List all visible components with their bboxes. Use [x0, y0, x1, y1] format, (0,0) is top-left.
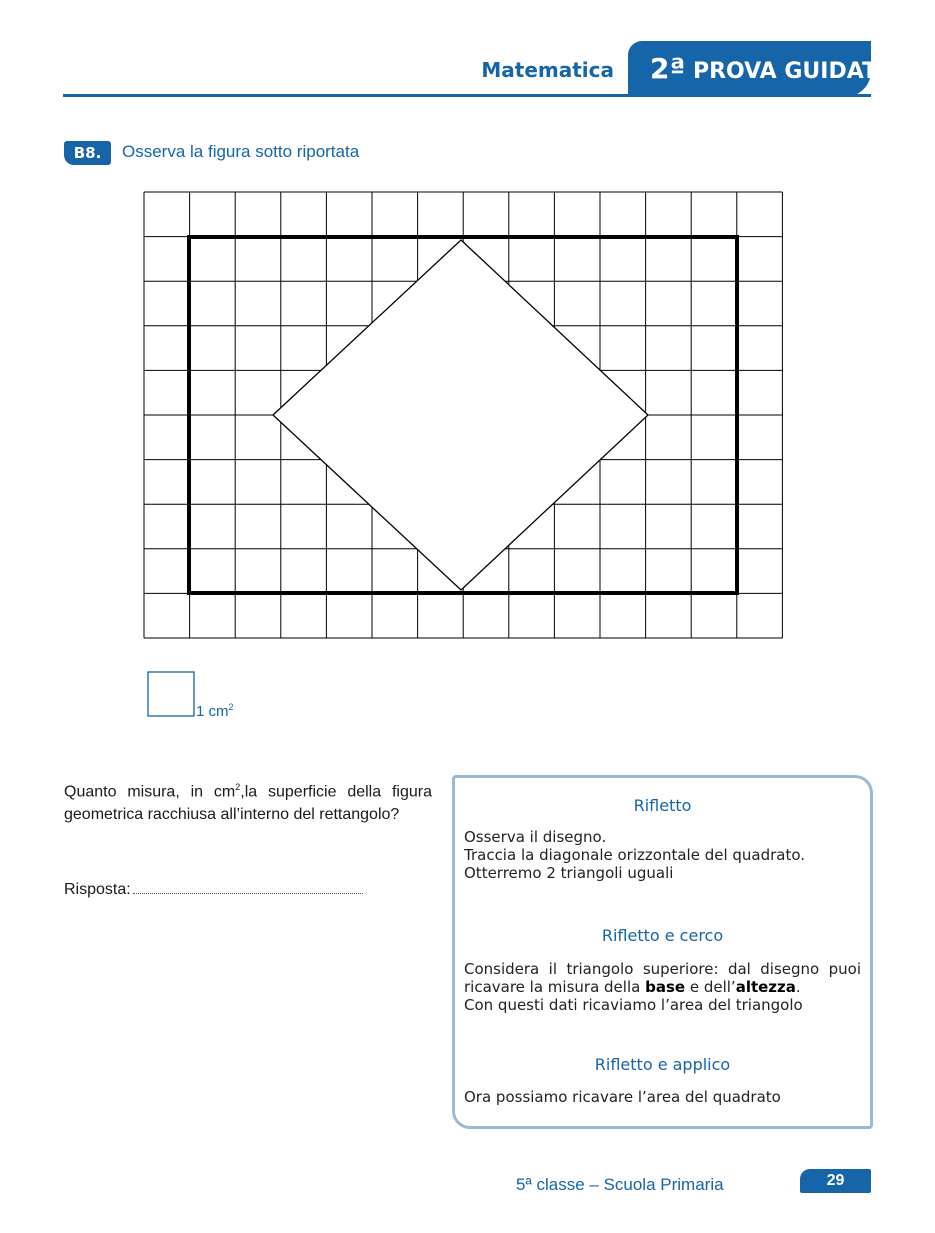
- page-number: 29: [800, 1169, 871, 1193]
- hint-text-rifletto: Osserva il disegno. Traccia la diagonale orizzontale del quadrato. Otterremo 2 triangoli uguali: [464, 828, 806, 882]
- footer-text: 5ª classe – Scuola Primaria: [516, 1175, 724, 1194]
- hint-title-cerco: Rifletto e cerco: [601, 926, 724, 945]
- unit-square: [148, 672, 194, 716]
- tab-title: PROVA GUIDATA: [692, 59, 893, 84]
- hint-title-rifletto: Rifletto: [633, 796, 692, 815]
- tab-number: 2ª: [650, 52, 686, 85]
- question-code-badge: B8.: [64, 141, 111, 165]
- question-text: Quanto misura, in $cm^2,la$ superficie della figura geometrica racchiusa all’interno del rettangolo?: [64, 782, 432, 824]
- subject-title: Matematica: [481, 58, 614, 82]
- hint-text-applico: Ora possiamo ricavare l’area del quadrato: [464, 1088, 781, 1106]
- answer-field: [64, 877, 363, 899]
- question-title: Osserva la figura sotto riportata: [122, 142, 360, 161]
- unit-square-label: 1 $cm^2$: [196, 702, 234, 720]
- inscribed-square: [273, 240, 648, 590]
- answer-label: Risposta:: [64, 881, 131, 898]
- hint-text-cerco: Considera il triangolo superiore: dal disegno puoi ricavare la misura della base e dell’altezza. Con questi dati ricaviamo l’area del triangolo: [464, 960, 861, 1014]
- hint-title-applico: Rifletto e applico: [594, 1055, 731, 1074]
- answer-line[interactable]: [133, 877, 363, 894]
